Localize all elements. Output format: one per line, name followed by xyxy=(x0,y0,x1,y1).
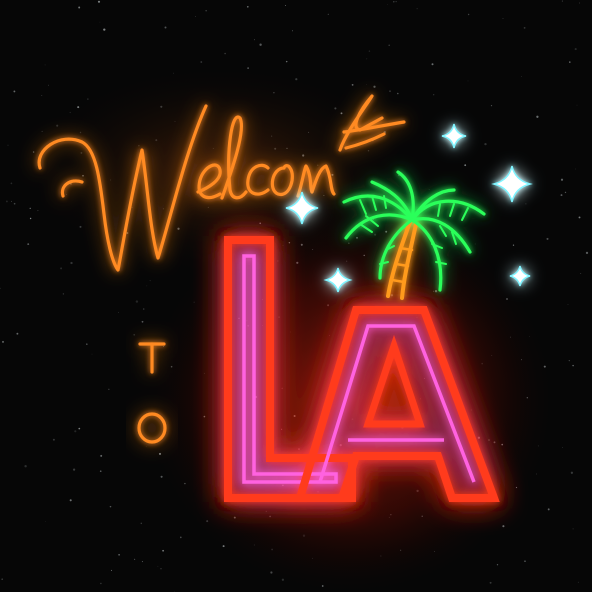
star-speck xyxy=(70,499,72,501)
star-speck xyxy=(1,578,3,580)
star-speck xyxy=(468,14,469,15)
star-speck xyxy=(98,1,100,3)
sparkle-star-icon xyxy=(494,166,530,202)
star-speck xyxy=(569,61,570,62)
star-speck xyxy=(78,428,80,430)
star-speck xyxy=(78,7,80,9)
star-speck xyxy=(577,105,578,106)
star-speck xyxy=(292,30,293,31)
star-speck xyxy=(165,27,167,29)
star-speck xyxy=(8,145,9,146)
star-speck xyxy=(491,105,492,106)
star-speck xyxy=(160,568,161,569)
star-speck xyxy=(503,18,504,19)
star-speck xyxy=(259,44,261,46)
star-speck xyxy=(103,28,105,30)
star-speck xyxy=(417,8,418,9)
star-speck xyxy=(433,94,434,95)
star-speck xyxy=(389,90,391,92)
star-speck xyxy=(464,164,466,166)
star-speck xyxy=(352,84,354,86)
star-speck xyxy=(142,321,144,323)
star-speck xyxy=(41,95,42,96)
star-speck xyxy=(74,430,76,432)
star-speck xyxy=(48,85,49,86)
star-speck xyxy=(86,343,88,345)
star-speck xyxy=(16,333,18,335)
star-speck xyxy=(30,208,31,209)
star-speck xyxy=(396,1,397,2)
star-speck xyxy=(0,288,1,289)
star-speck xyxy=(13,90,15,92)
star-speck xyxy=(53,439,55,441)
star-speck xyxy=(568,304,569,305)
star-speck xyxy=(247,6,249,8)
star-speck xyxy=(158,566,159,567)
star-speck xyxy=(497,564,498,565)
star-speck xyxy=(110,506,112,508)
star-speck xyxy=(111,570,112,571)
star-speck xyxy=(285,5,286,6)
star-speck xyxy=(30,218,31,219)
star-speck xyxy=(118,312,119,313)
star-speck xyxy=(118,554,120,556)
star-speck xyxy=(14,203,16,205)
star-speck xyxy=(2,341,4,343)
star-speck xyxy=(387,4,388,5)
star-speck xyxy=(373,86,375,88)
star-speck xyxy=(134,559,135,560)
star-speck xyxy=(397,93,399,95)
star-speck xyxy=(174,591,175,592)
star-speck xyxy=(580,273,581,274)
star-speck xyxy=(366,84,367,85)
star-speck xyxy=(572,365,573,366)
star-speck xyxy=(562,1,563,2)
star-speck xyxy=(162,550,164,552)
star-speck xyxy=(562,447,563,448)
star-speck xyxy=(513,245,514,246)
star-speck xyxy=(100,22,101,23)
star-speck xyxy=(575,169,576,170)
star-speck xyxy=(60,267,62,269)
star-speck xyxy=(141,523,142,524)
star-speck xyxy=(569,360,570,361)
star-speck xyxy=(63,293,64,294)
star-speck xyxy=(286,61,287,62)
star-speck xyxy=(579,216,581,218)
star-speck xyxy=(578,582,579,583)
star-speck xyxy=(70,262,72,264)
star-speck xyxy=(24,465,26,467)
star-speck xyxy=(6,200,8,202)
star-speck xyxy=(206,10,207,11)
star-speck xyxy=(565,192,566,193)
star-speck xyxy=(254,39,255,40)
star-speck xyxy=(546,238,548,240)
star-speck xyxy=(524,27,526,29)
star-speck xyxy=(100,470,102,472)
star-speck xyxy=(525,203,526,204)
star-speck xyxy=(388,45,390,47)
star-speck xyxy=(468,80,469,81)
star-speck xyxy=(548,508,550,510)
star-speck xyxy=(328,14,329,15)
star-speck xyxy=(100,455,102,457)
star-speck xyxy=(195,16,196,17)
star-speck xyxy=(11,201,12,202)
sparkle-star-icon xyxy=(442,124,466,148)
star-speck xyxy=(579,3,580,4)
star-speck xyxy=(366,59,367,60)
star-speck xyxy=(180,537,182,539)
star-speck xyxy=(11,183,13,185)
star-speck xyxy=(490,582,492,584)
star-speck xyxy=(142,561,143,562)
star-speck xyxy=(73,468,75,470)
star-speck xyxy=(136,300,138,302)
star-speck xyxy=(571,472,573,474)
star-speck xyxy=(108,389,109,390)
star-speck xyxy=(100,583,101,584)
star-speck xyxy=(369,50,370,51)
star-speck xyxy=(45,64,46,65)
star-speck xyxy=(521,76,522,77)
star-speck xyxy=(45,521,46,522)
star-speck xyxy=(524,561,525,562)
star-speck xyxy=(224,53,226,55)
star-speck xyxy=(27,243,29,245)
star-speck xyxy=(561,179,563,181)
star-speck xyxy=(92,354,93,355)
star-speck xyxy=(143,308,145,310)
star-speck xyxy=(133,334,135,336)
star-speck xyxy=(146,286,147,287)
star-speck xyxy=(561,194,563,196)
star-speck xyxy=(484,143,486,145)
star-speck xyxy=(536,116,538,118)
star-speck xyxy=(393,1,394,2)
star-speck xyxy=(586,252,588,254)
star-speck xyxy=(150,280,151,281)
star-speck xyxy=(575,48,577,50)
star-speck xyxy=(432,63,434,65)
star-speck xyxy=(573,528,574,529)
star-speck xyxy=(429,189,430,190)
